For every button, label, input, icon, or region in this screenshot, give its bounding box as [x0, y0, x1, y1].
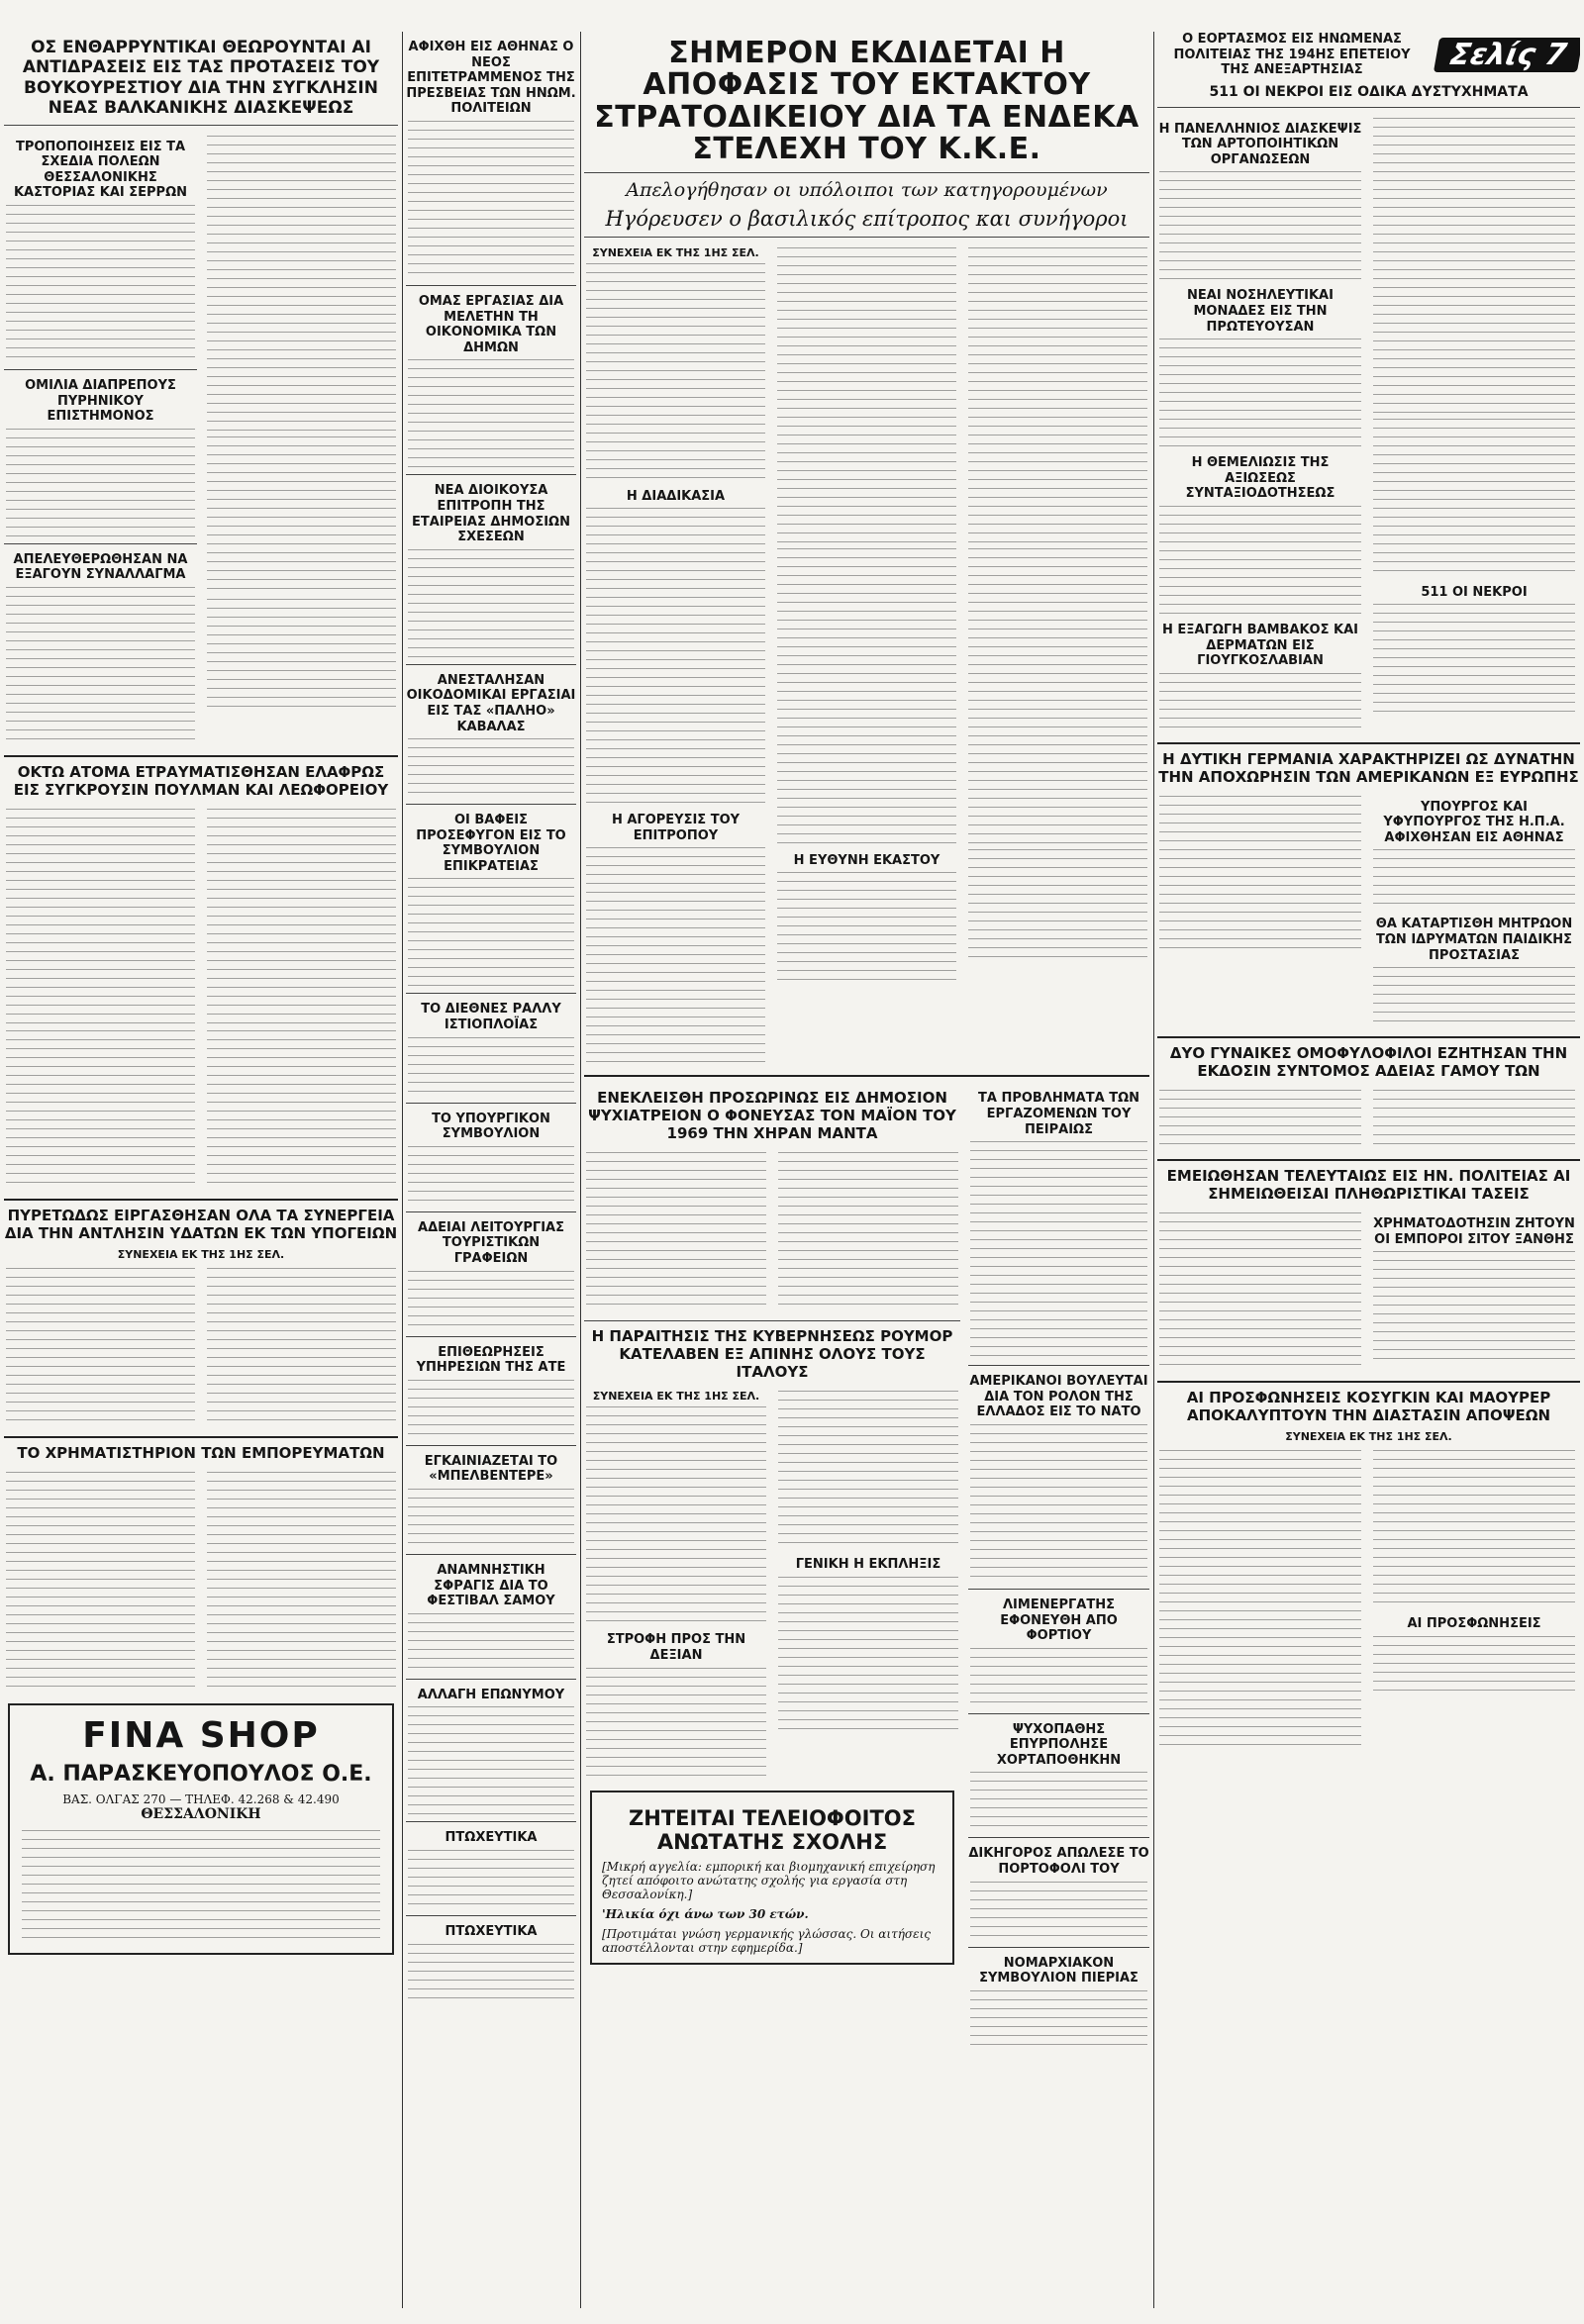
subheadline-prosecutor: Ηγόρευσεν ο βασιλικός επίτροπος και συνήγοροι [605, 206, 1129, 231]
article-text [970, 1424, 1147, 1583]
article-text [1373, 849, 1575, 909]
headline-belvedere: ΕΓΚΑΙΝΙΑΖΕΤΑΙ ΤΟ «ΜΠΕΛΒΕΝΤΕΡΕ» [424, 1453, 558, 1485]
page-number-badge: Σελίς 7 [1434, 38, 1580, 72]
subheadline-road-deaths: 511 ΟΙ ΝΕΚΡΟΙ ΕΙΣ ΟΔΙΚΑ ΔΥΣΤΥΧΗΜΑΤΑ [1209, 83, 1529, 100]
article-text [207, 809, 396, 1026]
column-center [584, 32, 1149, 2054]
headline-kavala-works: ΑΝΕΣΤΑΛΗΣΑΝ ΟΙΚΟΔΟΜΙΚΑΙ ΕΡΓΑΣΙΑΙ ΕΙΣ ΤΑΣ «ΠΑΛΗΟ» ΚΑΒΑΛΑΣ [406, 672, 576, 734]
article-text [6, 587, 195, 745]
continued-label: ΣΥΝΕΧΕΙΑ ΕΚ ΤΗΣ 1ΗΣ ΣΕΛ. [592, 245, 759, 259]
article-text [1373, 604, 1575, 713]
article-text [970, 1141, 1147, 1359]
article-text [207, 599, 396, 708]
advertisement-fina-shop [8, 1703, 394, 1955]
article-text [408, 1706, 574, 1815]
article-text [408, 549, 574, 658]
article-text [586, 1668, 766, 1777]
classified-title: ΖΗΤΕΙΤΑΙ ΤΕΛΕΙΟΦΟΙΤΟΣ ΑΝΩΤΑΤΗΣ ΣΧΟΛΗΣ [629, 1805, 916, 1854]
classified-line: [Προτιμάται γνώση γερμανικής γλώσσας. Οι αιτήσεις αποστέλλονται στην εφημερίδα.] [602, 1926, 931, 1955]
headline-cotton-export: Η ΕΞΑΓΩΓΗ ΒΑΜΒΑΚΟΣ ΚΑΙ ΔΕΡΜΑΤΩΝ ΕΙΣ ΓΙΟΥΓΚΟΣΛΑΒΙΑΝ [1162, 622, 1358, 669]
article-text [586, 508, 765, 805]
article-text [586, 847, 765, 1065]
section-prosecutor-speech: Η ΑΓΟΡΕΥΣΙΣ ΤΟΥ ΕΠΙΤΡΟΠΟΥ [611, 813, 741, 843]
continued-label: ΣΥΝΕΧΕΙΑ ΕΚ ΤΗΣ 1ΗΣ ΣΕΛ. [592, 1390, 760, 1404]
article-text [970, 1990, 1147, 2050]
article-text [207, 1030, 396, 1189]
article-text [6, 1030, 195, 1189]
headline-independence-day: Ο ΕΟΡΤΑΣΜΟΣ ΕΙΣ ΗΝΩΜΕΝΑΣ ΠΟΛΙΤΕΙΑΣ ΤΗΣ 194ΗΣ ΕΠΕΤΕΙΟΥ ΤΗΣ ΑΝΕΞΑΡΤΗΣΙΑΣ [1173, 32, 1411, 78]
column-rule [580, 32, 581, 2308]
headline-xanthi-merchants: ΧΡΗΜΑΤΟΔΟΤΗΣΙΝ ΖΗΤΟΥΝ ΟΙ ΕΜΠΟΡΟΙ ΣΙΤΟΥ ΞΑΝΘΗΣ [1373, 1216, 1575, 1247]
ad-text [22, 1830, 380, 1939]
article-text [207, 136, 396, 433]
headline-court-martial: ΣΗΜΕΡΟΝ ΕΚΔΙΔΕΤΑΙ Η ΑΠΟΦΑΣΙΣ ΤΟΥ ΕΚΤΑΚΤΟΥ ΣΤΡΑΤΟΔΙΚΕΙΟΥ ΔΙΑ ΤΑ ΕΝΔΕΚΑ ΣΤΕΛΕΧΗ ΤΟΥ Κ.Κ.Ε. [594, 36, 1139, 167]
article-text [1373, 118, 1575, 415]
headline-sailing-rally: ΤΟ ΔΙΕΘΝΕΣ ΡΑΛΛΥ ΙΣΤΙΟΠΛΟΪΑΣ [421, 1002, 561, 1033]
headline-ate-inspections: ΕΠΙΘΕΩΡΗΣΕΙΣ ΥΠΗΡΕΣΙΩΝ ΤΗΣ ΑΤΕ [416, 1344, 566, 1376]
continued-label: ΣΥΝΕΧΕΙΑ ΕΚ ΤΗΣ 1ΗΣ ΣΕΛ. [117, 1247, 285, 1261]
article-text [968, 247, 1147, 544]
headline-west-germany: Η ΔΥΤΙΚΗ ΓΕΡΜΑΝΙΑ ΧΑΡΑΚΤΗΡΙΖΕΙ ΩΣ ΔΥΝΑΤΗΝ ΤΗΝ ΑΠΟΧΩΡΗΣΙΝ ΤΩΝ ΑΜΕΡΙΚΑΝΩΝ ΕΞ ΕΥΡΩΠΗΣ [1158, 749, 1579, 786]
headline-travel-agencies: ΑΔΕΙΑΙ ΛΕΙΤΟΥΡΓΙΑΣ ΤΟΥΡΙΣΤΙΚΩΝ ΓΡΑΦΕΙΩΝ [418, 1219, 564, 1267]
market-prices [207, 1472, 396, 1690]
ad-address: ΒΑΣ. ΟΛΓΑΣ 270 — ΤΗΛΕΦ. 42.268 & 42.490 [62, 1791, 340, 1806]
headline-pension-claims: Η ΘΕΜΕΛΙΩΣΙΣ ΤΗΣ ΑΞΙΩΣΕΩΣ ΣΥΝΤΑΞΙΟΔΟΤΗΣΕΩΣ [1185, 455, 1336, 502]
section-proceedings: Η ΔΙΑΔΙΚΑΣΙΑ [626, 488, 726, 504]
article-text [1159, 171, 1361, 280]
headline-us-congressmen: ΑΜΕΡΙΚΑΝΟΙ ΒΟΥΛΕΥΤΑΙ ΔΙΑ ΤΟΝ ΡΟΛΟΝ ΤΗΣ ΕΛΛΑΔΟΣ ΕΙΣ ΤΟ ΝΑΤΟ [969, 1374, 1148, 1420]
article-text [1159, 506, 1361, 615]
classified-line: 'Ηλικία όχι άνω των 30 ετών. [602, 1906, 809, 1921]
article-text [970, 1882, 1147, 1941]
article-text [408, 878, 574, 987]
section-turn-right: ΣΤΡΟΦΗ ΠΡΟΣ ΤΗΝ ΔΕΞΙΑΝ [606, 1632, 746, 1663]
headline-pieria-council: ΝΟΜΑΡΧΙΑΚΟΝ ΣΥΜΒΟΥΛΙΟΝ ΠΙΕΡΙΑΣ [979, 1955, 1138, 1986]
article-text [408, 1850, 574, 1909]
headline-511-dead: 511 ΟΙ ΝΕΚΡΟΙ [1421, 584, 1528, 600]
article-text [1159, 796, 1361, 954]
article-text [6, 1268, 195, 1426]
headline-foreign-exchange: ΑΠΕΛΕΥΘΕΡΩΘΗΣΑΝ ΝΑ ΕΞΑΓΟΥΝ ΣΥΝΑΛΛΑΓΜΑ [13, 551, 188, 583]
headline-us-ministers: ΥΠΟΥΡΓΟΣ ΚΑΙ ΥΦΥΠΟΥΡΓΟΣ ΤΗΣ Η.Π.Α. ΑΦΙΧΘΗΣΑΝ ΕΙΣ ΑΘΗΝΑΣ [1383, 799, 1565, 845]
section-general-surprise: ΓΕΝΙΚΗ Η ΕΚΠΛΗΞΙΣ [795, 1557, 941, 1573]
section-addresses: ΑΙ ΠΡΟΣΦΩΝΗΣΕΙΣ [1407, 1616, 1541, 1632]
headline-name-change: ΑΛΛΑΓΗ ΕΠΩΝΥΜΟΥ [417, 1687, 565, 1702]
article-text [970, 1772, 1147, 1831]
headline-lawyer-wallet: ΔΙΚΗΓΟΡΟΣ ΑΠΩΛΕΣΕ ΤΟ ΠΟΡΤΟΦΟΛΙ ΤΟΥ [968, 1846, 1149, 1878]
headline-pumping-crews: ΠΥΡΕΤΩΔΩΣ ΕΙΡΓΑΣΘΗΣΑΝ ΟΛΑ ΤΑ ΣΥΝΕΡΓΕΙΑ ΔΙΑ ΤΗΝ ΑΝΤΛΗΣΙΝ ΥΔΑΤΩΝ ΕΚ ΤΩΝ ΥΠΟΓΕΙΩΝ [4, 1206, 398, 1242]
article-text [408, 1037, 574, 1097]
article-text [408, 1146, 574, 1206]
article-text [777, 247, 956, 544]
headline-bus-collision: ΟΚΤΩ ΑΤΟΜΑ ΕΤΡΑΥΜΑΤΙΣΘΗΣΑΝ ΕΛΑΦΡΩΣ ΕΙΣ ΣΥΓΚΡΟΥΣΙΝ ΠΟΥΛΜΑΝ ΚΑΙ ΛΕΩΦΟΡΕΙΟΥ [13, 762, 389, 799]
headline-samos-stamp: ΑΝΑΜΝΗΣΤΙΚΗ ΣΦΡΑΓΙΣ ΔΙΑ ΤΟ ΦΕΣΤΙΒΑΛ ΣΑΜΟΥ [427, 1563, 555, 1609]
article-text [408, 1271, 574, 1330]
market-prices [6, 1472, 195, 1690]
headline-bankruptcy-1: ΠΤΩΧΕΥΤΙΚΑ [445, 1830, 538, 1846]
headline-us-envoy: ΑΦΙΧΘΗ ΕΙΣ ΑΘΗΝΑΣ Ο ΝΕΟΣ ΕΠΙΤΕΤΡΑΜΜΕΝΟΣ ΤΗΣ ΠΡΕΣΒΕΙΑΣ ΤΩΝ ΗΝΩΜ. ΠΟΛΙΤΕΙΩΝ [406, 40, 576, 117]
article-text [586, 1152, 766, 1310]
article-text [777, 872, 956, 981]
article-text [968, 849, 1147, 958]
section-responsibility: Η ΕΥΘΥΝΗ ΕΚΑΣΤΟΥ [793, 852, 940, 868]
article-text [408, 1613, 574, 1673]
ad-city: ΘΕΣΣΑΛΟΝΙΚΗ [141, 1805, 261, 1822]
article-text [777, 548, 956, 845]
headline-kosygin-maurer: ΑΙ ΠΡΟΣΦΩΝΗΣΕΙΣ ΚΟΣΥΓΚΙΝ ΚΑΙ ΜΑΟΥΡΕΡ ΑΠΟΚΑΛΥΠΤΟΥΝ ΤΗΝ ΔΙΑΣΤΑΣΙΝ ΑΠΟΨΕΩΝ [1186, 1389, 1551, 1425]
headline-municipal-finance: ΟΜΑΣ ΕΡΓΑΣΙΑΣ ΔΙΑ ΜΕΛΕΤΗΝ ΤΗ ΟΙΚΟΝΟΜΙΚΑ ΤΩΝ ΔΗΜΩΝ [418, 293, 564, 355]
article-text [1373, 967, 1575, 1026]
article-text [408, 738, 574, 798]
headline-nursing-units: ΝΕΑΙ ΝΟΣΗΛΕΥΤΙΚΑΙ ΜΟΝΑΔΕΣ ΕΙΣ ΤΗΝ ΠΡΩΤΕΥΟΥΣΑΝ [1187, 288, 1334, 335]
article-text [1373, 419, 1575, 577]
article-text [1373, 1251, 1575, 1360]
article-text [1373, 1090, 1575, 1149]
headline-dockworker: ΛΙΜΕΝΕΡΓΑΤΗΣ ΕΦΟΝΕΥΘΗ ΑΠΟ ΦΟΡΤΙΟΥ [1000, 1597, 1118, 1644]
classified-line: [Μικρή αγγελία: εμπορική και βιομηχανική επιχείρηση ζητεί απόφοιτο ανώτατης σχολής για εργασία στη Θεσσαλονίκη.] [602, 1859, 936, 1901]
headline-piraeus-workers: ΤΑ ΠΡΟΒΛΗΜΑΤΑ ΤΩΝ ΕΡΓΑΖΟΜΕΝΩΝ ΤΟΥ ΠΕΙΡΑΙΩΣ [977, 1091, 1139, 1137]
article-text [6, 205, 195, 363]
article-text [1159, 673, 1361, 732]
article-text [408, 1489, 574, 1548]
article-text [778, 1152, 958, 1310]
article-text [6, 809, 195, 1026]
article-text [1373, 1636, 1575, 1695]
article-text [778, 1391, 958, 1549]
headline-child-care-registry: ΘΑ ΚΑΤΑΡΤΙΣΘΗ ΜΗΤΡΩΟΝ ΤΩΝ ΙΔΡΥΜΑΤΩΝ ΠΑΙΔΙΚΗΣ ΠΡΟΣΤΑΣΙΑΣ [1375, 917, 1573, 963]
article-text [586, 1406, 766, 1624]
headline-inflation: ΕΜΕΙΩΘΗΣΑΝ ΤΕΛΕΥΤΑΙΩΣ ΕΙΣ ΗΝ. ΠΟΛΙΤΕΙΑΣ ΑΙ ΣΗΜΕΙΩΘΕΙΣΑΙ ΠΛΗΘΩΡΙΣΤΙΚΑΙ ΤΑΣΕΙΣ [1166, 1167, 1571, 1204]
article-text [408, 121, 574, 279]
headline-public-relations: ΝΕΑ ΔΙΟΙΚΟΥΣΑ ΕΠΙΤΡΟΠΗ ΤΗΣ ΕΤΑΙΡΕΙΑΣ ΔΗΜΟΣΙΩΝ ΣΧΕΣΕΩΝ [412, 483, 570, 545]
column-rule [402, 32, 403, 2308]
article-text [1159, 1212, 1361, 1371]
article-text [778, 1577, 958, 1735]
headline-commodities-exchange: ΤΟ ΧΡΗΜΑΤΙΣΤΗΡΙΟΝ ΤΩΝ ΕΜΠΟΡΕΥΜΑΤΩΝ [17, 1443, 385, 1462]
article-text [207, 1268, 396, 1426]
column-left [4, 32, 398, 1965]
ad-company: Α. ΠΑΡΑΣΚΕΥΟΠΟΥΛΟΣ Ο.Ε. [30, 1761, 372, 1787]
column-rule [1153, 32, 1154, 2308]
headline-nuclear-scientist: ΟΜΙΛΙΑ ΔΙΑΠΡΕΠΟΥΣ ΠΥΡΗΝΙΚΟΥ ΕΠΙΣΤΗΜΟΝΟΣ [25, 377, 176, 425]
subheadline-defense: Απελογήθησαν οι υπόλοιποι των κατηγορουμένων [626, 178, 1108, 201]
article-text [408, 359, 574, 468]
headline-bakers-conference: Η ΠΑΝΕΛΛΗΝΙΟΣ ΔΙΑΣΚΕΨΙΣ ΤΩΝ ΑΡΤΟΠΟΙΗΤΙΚΩΝ ΟΡΓΑΝΩΣΕΩΝ [1158, 121, 1362, 167]
headline-balkan: ΟΣ ΕΝΘΑΡΡΥΝΤΙΚΑΙ ΘΕΩΡΟΥΝΤΑΙ ΑΙ ΑΝΤΙΔΡΑΣΕΙΣ ΕΙΣ ΤΑΣ ΠΡΟΤΑΣΕΙΣ ΤΟΥ ΒΟΥΚΟΥΡΕΣΤΙΟΥ ΔΙΑ ΤΗΝ ΣΥΓΚΛΗΣΙΝ ΝΕΑΣ ΒΑΛΚΑΝΙΚΗΣ ΔΙΑΣΚΕΨΕΩΣ [22, 38, 380, 119]
classified-ad-box [590, 1791, 954, 1965]
continued-label: ΣΥΝΕΧΕΙΑ ΕΚ ΤΗΣ 1ΗΣ ΣΕΛ. [1285, 1430, 1452, 1444]
headline-dyers: ΟΙ ΒΑΦΕΙΣ ΠΡΟΣΕΦΥΓΟΝ ΕΙΣ ΤΟ ΣΥΜΒΟΥΛΙΟΝ ΕΠΙΚΡΑΤΕΙΑΣ [416, 813, 566, 874]
article-text [1159, 339, 1361, 447]
ad-brand: FINA SHOP [82, 1714, 320, 1756]
column-narrow [406, 32, 576, 2007]
article-text [6, 429, 195, 537]
article-text [1373, 1450, 1575, 1608]
column-right [1157, 32, 1580, 1751]
article-text [1159, 1090, 1361, 1149]
article-text [408, 1944, 574, 2003]
headline-bankruptcy-2: ΠΤΩΧΕΥΤΙΚΑ [445, 1923, 538, 1939]
headline-psychiatric: ΕΝΕΚΛΕΙΣΘΗ ΠΡΟΣΩΡΙΝΩΣ ΕΙΣ ΔΗΜΟΣΙΟΝ ΨΥΧΙΑΤΡΕΙΟΝ Ο ΦΟΝΕΥΣΑΣ ΤΟΝ ΜΑΪΟΝ ΤΟΥ 1969 ΤΗΝ ΧΗΡΑΝ ΜΑΝΤΑ [588, 1089, 956, 1143]
headline-town-plans: ΤΡΟΠΟΠΟΙΗΣΕΙΣ ΕΙΣ ΤΑ ΣΧΕΔΙΑ ΠΟΛΕΩΝ ΘΕΣΣΑΛΟΝΙΚΗΣ ΚΑΣΤΟΡΙΑΣ ΚΑΙ ΣΕΡΡΩΝ [13, 139, 187, 201]
headline-cabinet: ΤΟ ΥΠΟΥΡΓΙΚΟΝ ΣΥΜΒΟΥΛΙΟΝ [432, 1111, 550, 1142]
article-text [586, 263, 765, 481]
article-text [970, 1648, 1147, 1707]
article-text [968, 548, 1147, 845]
article-text [1159, 1450, 1361, 1747]
headline-rumor-resignation: Η ΠΑΡΑΙΤΗΣΙΣ ΤΗΣ ΚΥΒΕΡΝΗΣΕΩΣ ΡΟΥΜΟΡ ΚΑΤΕΛΑΒΕΝ ΕΞ ΑΠΙΝΗΣ ΟΛΟΥΣ ΤΟΥΣ ΙΤΑΛΟΥΣ [591, 1327, 953, 1382]
headline-hay-fire: ΨΥΧΟΠΑΘΗΣ ΕΠΥΡΠΟΛΗΣΕ ΧΟΡΤΑΠΟΘΗΚΗΝ [996, 1721, 1122, 1768]
headline-same-sex-marriage: ΔΥΟ ΓΥΝΑΙΚΕΣ ΟΜΟΦΥΛΟΦΙΛΟΙ ΕΖΗΤΗΣΑΝ ΤΗΝ ΕΚΔΟΣΙΝ ΣΥΝΤΟΜΟΣ ΑΔΕΙΑΣ ΓΑΜΟΥ ΤΩΝ [1169, 1044, 1568, 1081]
article-text [207, 436, 396, 595]
article-text [408, 1380, 574, 1439]
